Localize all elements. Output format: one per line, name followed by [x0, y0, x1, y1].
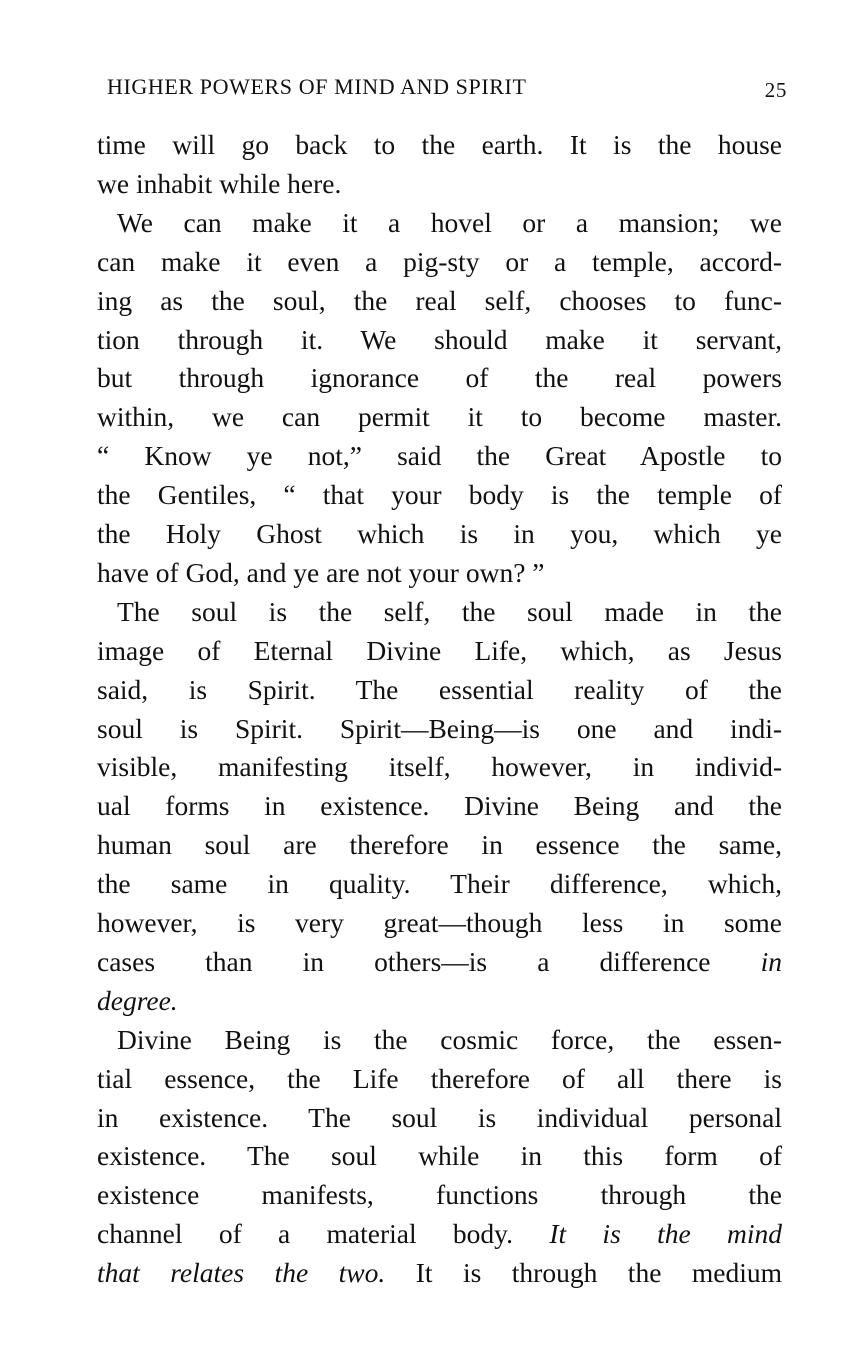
text-segment: We can make it a hovel or a mansion; we [117, 206, 782, 238]
text-line [97, 554, 782, 592]
text-segment: within, we can permit it to become master. [97, 401, 782, 433]
text-segment: The soul is the self, the soul made in the [117, 595, 782, 627]
text-segment: existence manifests, functions through the [97, 1179, 782, 1211]
italic-text: that relates the two. [97, 1257, 386, 1289]
text-segment: image of Eternal Divine Life, which, as Jesus [97, 634, 782, 666]
text-line [97, 1215, 782, 1253]
text-segment: channel of a material body. [97, 1218, 550, 1250]
text-line [97, 476, 782, 514]
text-segment: ual forms in existence. Divine Being and the [97, 790, 782, 822]
text-segment: Divine Being is the cosmic force, the essen- [117, 1023, 782, 1055]
text-line [97, 710, 782, 748]
text-segment: tion through it. We should make it servant, [97, 323, 782, 355]
text-segment: the Gentiles, “ that your body is the temple of [97, 479, 782, 511]
text-segment: can make it even a pig-sty or a temple, accord- [97, 245, 782, 277]
running-header [107, 74, 787, 106]
text-segment: the Holy Ghost which is in you, which ye [97, 518, 782, 549]
text-segment: “ Know ye not,” said the Great Apostle to [97, 440, 782, 472]
text-segment: we inhabit while here. [97, 167, 342, 199]
text-line [97, 787, 782, 825]
text-segment: said, is Spirit. The essential reality of the [97, 673, 782, 705]
italic-text: It is the mind [549, 1218, 782, 1250]
text-line [117, 1021, 782, 1059]
text-line [97, 321, 782, 359]
text-line [117, 593, 782, 631]
text-segment: visible, manifesting itself, however, in individ- [97, 751, 782, 783]
text-segment: tial essence, the Life therefore of all there is [97, 1062, 782, 1094]
page-number: 25 [764, 78, 787, 102]
text-line [97, 1060, 782, 1098]
text-segment: ing as the soul, the real self, chooses to func- [97, 284, 782, 316]
text-line [97, 515, 782, 553]
text-segment: but through ignorance of the real powers [97, 362, 782, 394]
text-segment: have of God, and ye are not your own? ” [97, 556, 545, 588]
italic-text: in [760, 945, 782, 977]
text-line [97, 748, 782, 786]
text-line [97, 282, 782, 320]
text-line [97, 437, 782, 475]
text-line [97, 943, 782, 981]
text-segment: It is through the medium [385, 1257, 782, 1289]
text-line [97, 1254, 782, 1292]
text-line [97, 1137, 782, 1175]
text-line [97, 632, 782, 670]
text-line [97, 1176, 782, 1214]
text-line [97, 398, 782, 436]
text-line [97, 243, 782, 281]
text-segment: however, is very great—though less in some [97, 907, 782, 938]
text-line [97, 359, 782, 397]
text-line [97, 126, 782, 164]
text-line [97, 165, 782, 203]
text-segment: in existence. The soul is individual personal [97, 1101, 782, 1133]
text-line [97, 982, 782, 1020]
text-segment: the same in quality. Their difference, which, [97, 868, 782, 900]
italic-text: degree. [97, 984, 178, 1016]
text-line [97, 826, 782, 864]
text-segment: time will go back to the earth. It is the house [97, 129, 782, 160]
text-segment: cases than in others—is a difference [97, 945, 761, 977]
text-line [117, 204, 782, 242]
text-line [97, 671, 782, 709]
text-segment: existence. The soul while in this form of [97, 1140, 782, 1172]
running-title: HIGHER POWERS OF MIND AND SPIRIT [107, 74, 527, 99]
text-line [97, 865, 782, 903]
text-line [97, 1099, 782, 1137]
text-line [97, 904, 782, 942]
text-segment: soul is Spirit. Spirit—Being—is one and indi- [97, 712, 782, 744]
text-segment: human soul are therefore in essence the same, [97, 829, 782, 861]
